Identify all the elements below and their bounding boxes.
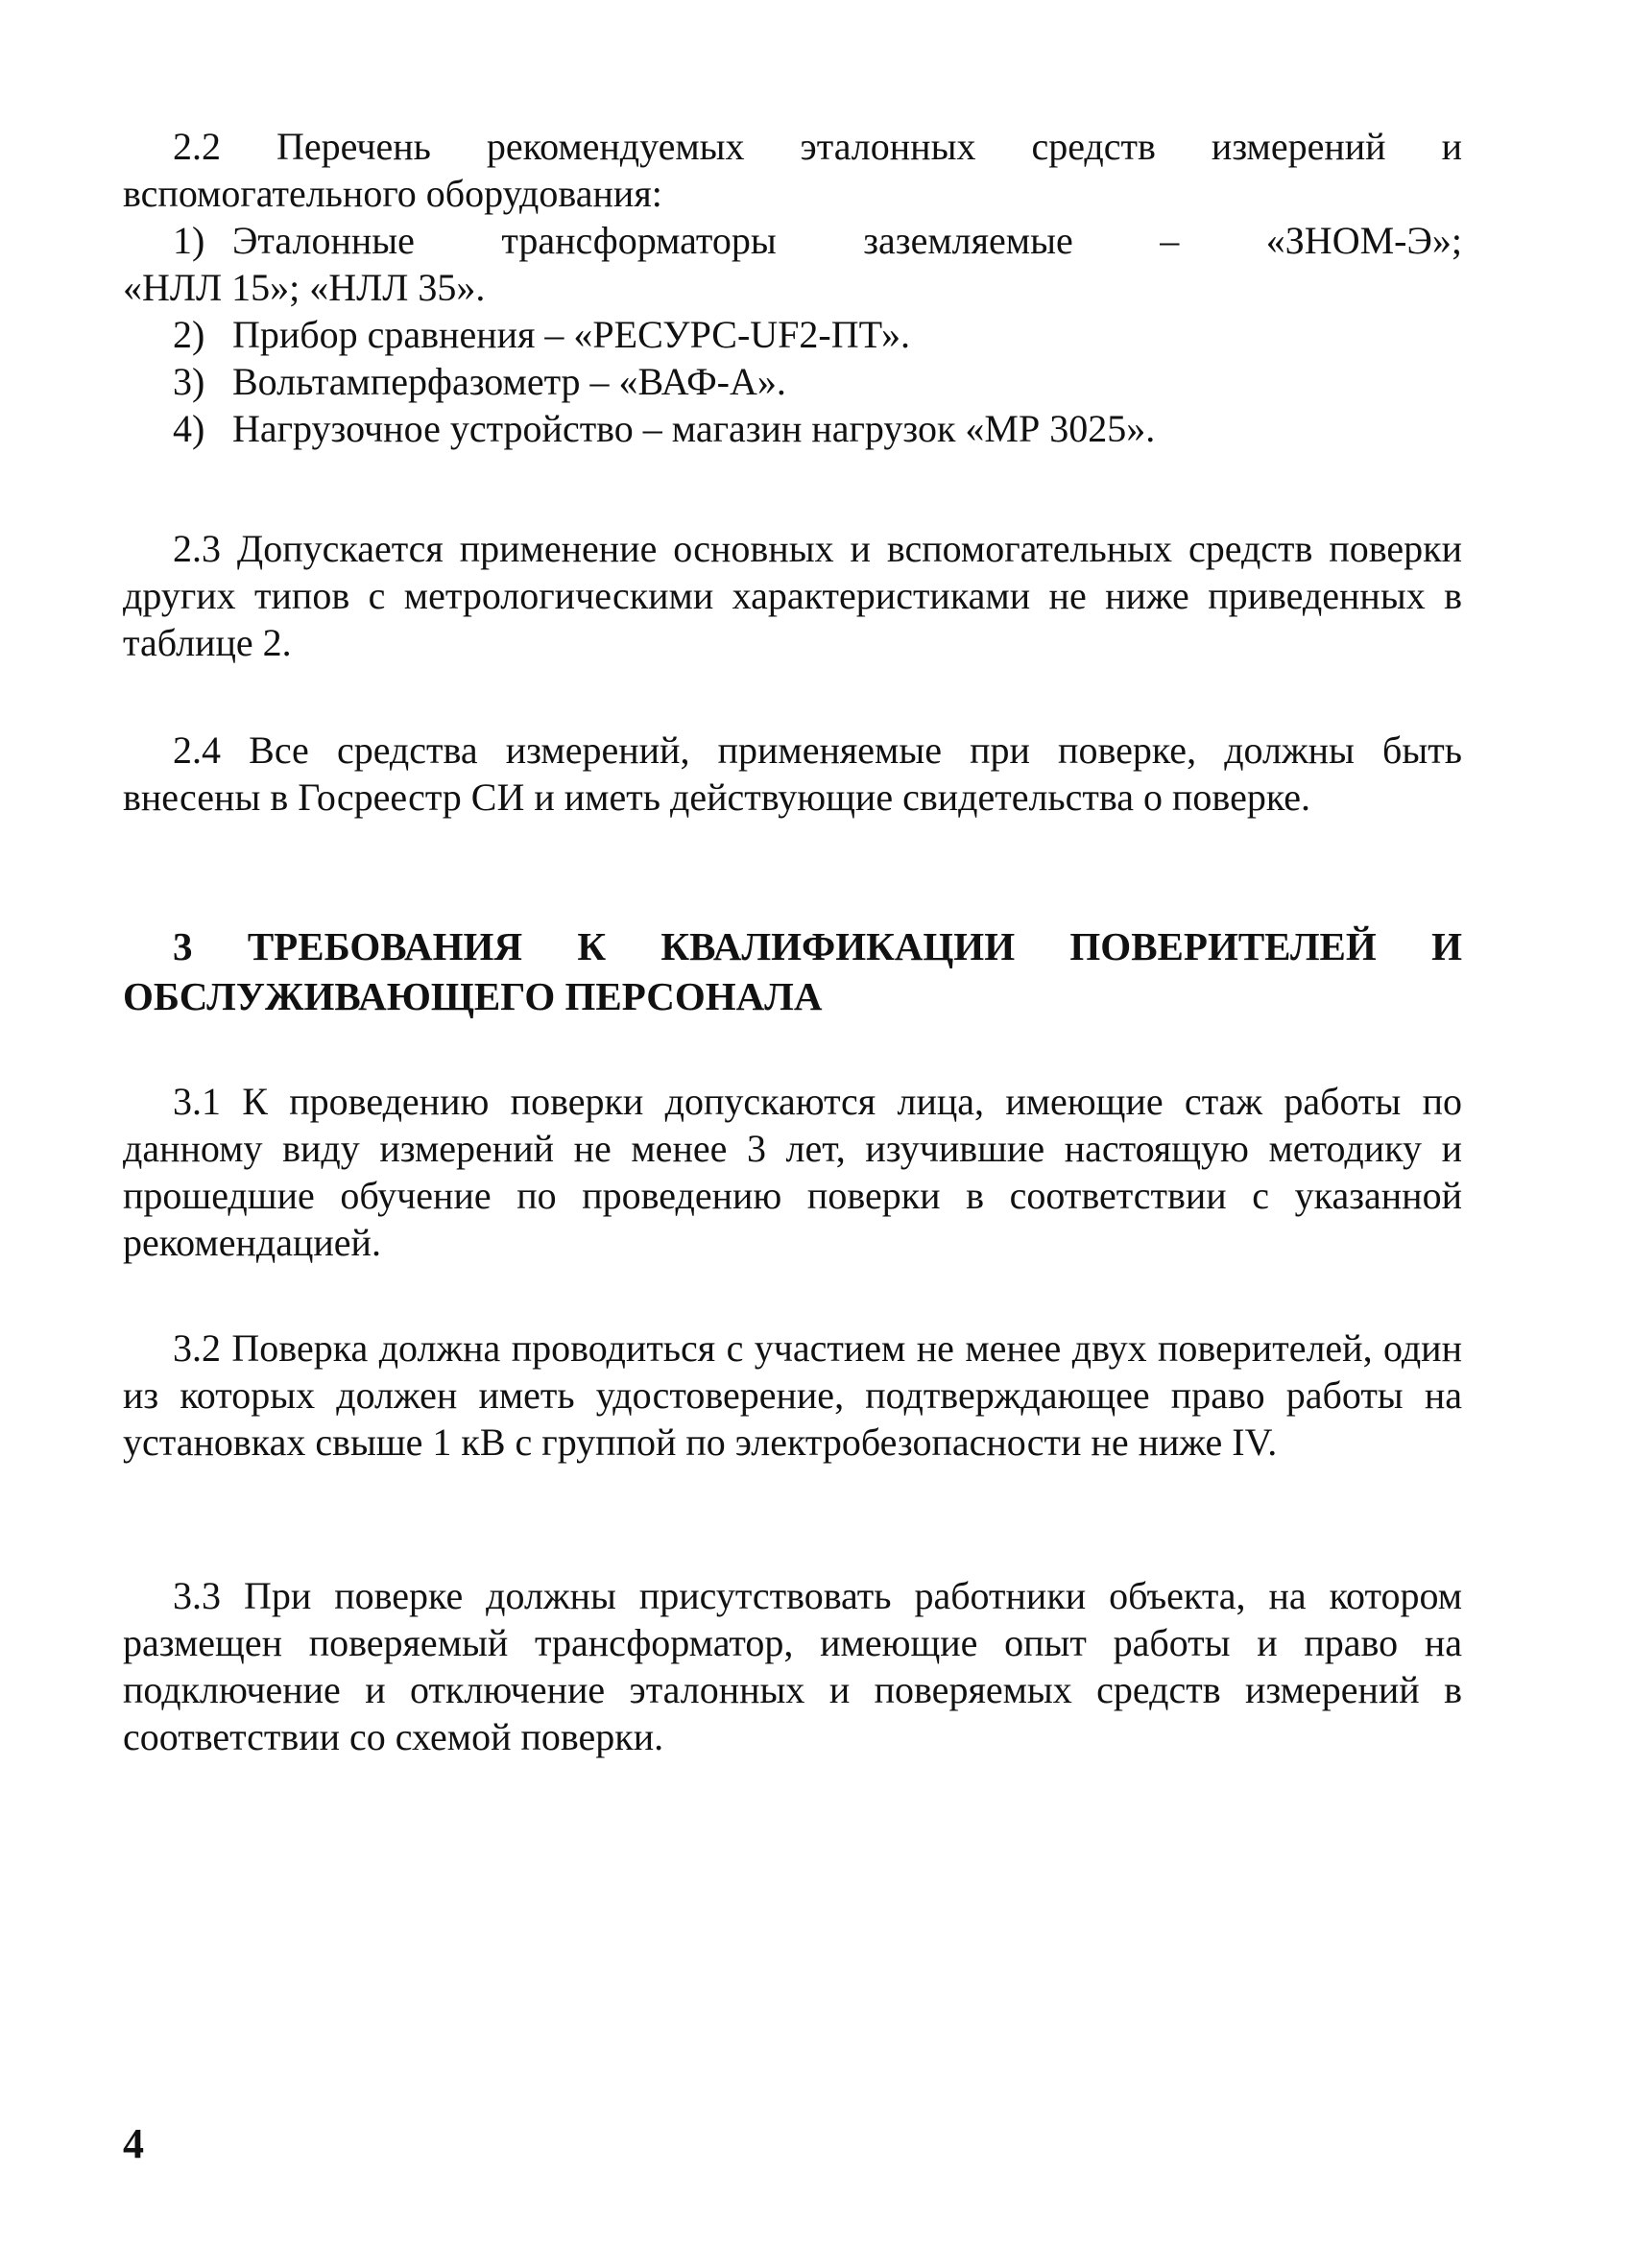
section-2-4: [123, 727, 1462, 821]
list-item-number: 2): [173, 313, 205, 356]
list-item-text: Нагрузочное устройство – магазин нагрузок «МР 3025».: [232, 407, 1156, 450]
page-number: 4: [123, 2120, 144, 2167]
section-2-4-text: 2.4 Все средства измерений, применяемые при поверке, должны быть внесены в Госреестр СИ и иметь действующие свидетельства о поверке.: [123, 728, 1462, 819]
list-item-text: Прибор сравнения – «РЕСУРС-UF2-ПТ».: [232, 313, 911, 356]
section-3-3: [123, 1572, 1462, 1760]
section-3-3-text: 3.3 При поверке должны присутствовать работники объекта, на котором размещен поверяемый трансформатор, имеющие опыт работы и право на подключение и отключение эталонных и поверяемых средств измерений в соответствии со схемой поверки.: [123, 1574, 1462, 1758]
list-item-number: 4): [173, 407, 205, 450]
list-item-1-continuation: «НЛЛ 15»; «НЛЛ 35».: [123, 266, 486, 309]
section-2-3: [123, 525, 1462, 666]
section-2-2: [123, 123, 1462, 452]
list-item-number: 1): [173, 219, 205, 262]
section-2-2-intro: 2.2 Перечень рекомендуемых эталонных средств измерений и вспомогательного оборудования:: [123, 125, 1462, 215]
section-3-heading: 3 ТРЕБОВАНИЯ К КВАЛИФИКАЦИИ ПОВЕРИТЕЛЕЙ И ОБСЛУЖИВАЮЩЕГО ПЕРСОНАЛА: [123, 924, 1462, 1018]
list-item-2: [123, 311, 1462, 358]
list-item-1: [123, 217, 1462, 264]
section-2-3-text: 2.3 Допускается применение основных и вспомогательных средств поверки других типов с метрологическими характеристиками не ниже приведенных в таблице 2.: [123, 527, 1462, 664]
list-item-3: [123, 358, 1462, 405]
list-item-number: 3): [173, 360, 205, 403]
section-3-1: [123, 1078, 1462, 1266]
list-item-text: Эталонные трансформаторы заземляемые – «ЗНОМ-Э»;: [232, 219, 1462, 262]
section-3-2: [123, 1325, 1462, 1466]
list-item-text: Вольтамперфазометр – «ВАФ-А».: [232, 360, 786, 403]
section-3-2-text: 3.2 Поверка должна проводиться с участием не менее двух поверителей, один из которых должен иметь удостоверение, подтверждающее право работы на установках свыше 1 кВ с группой по электробезопасности не ниже IV.: [123, 1326, 1462, 1464]
list-item-4: [123, 405, 1462, 452]
section-3-1-text: 3.1 К проведению поверки допускаются лица, имеющие стаж работы по данному виду измерений не менее 3 лет, изучившие настоящую методику и прошедшие обучение по проведению поверки в соответствии с указанной рекомендацией.: [123, 1080, 1462, 1264]
